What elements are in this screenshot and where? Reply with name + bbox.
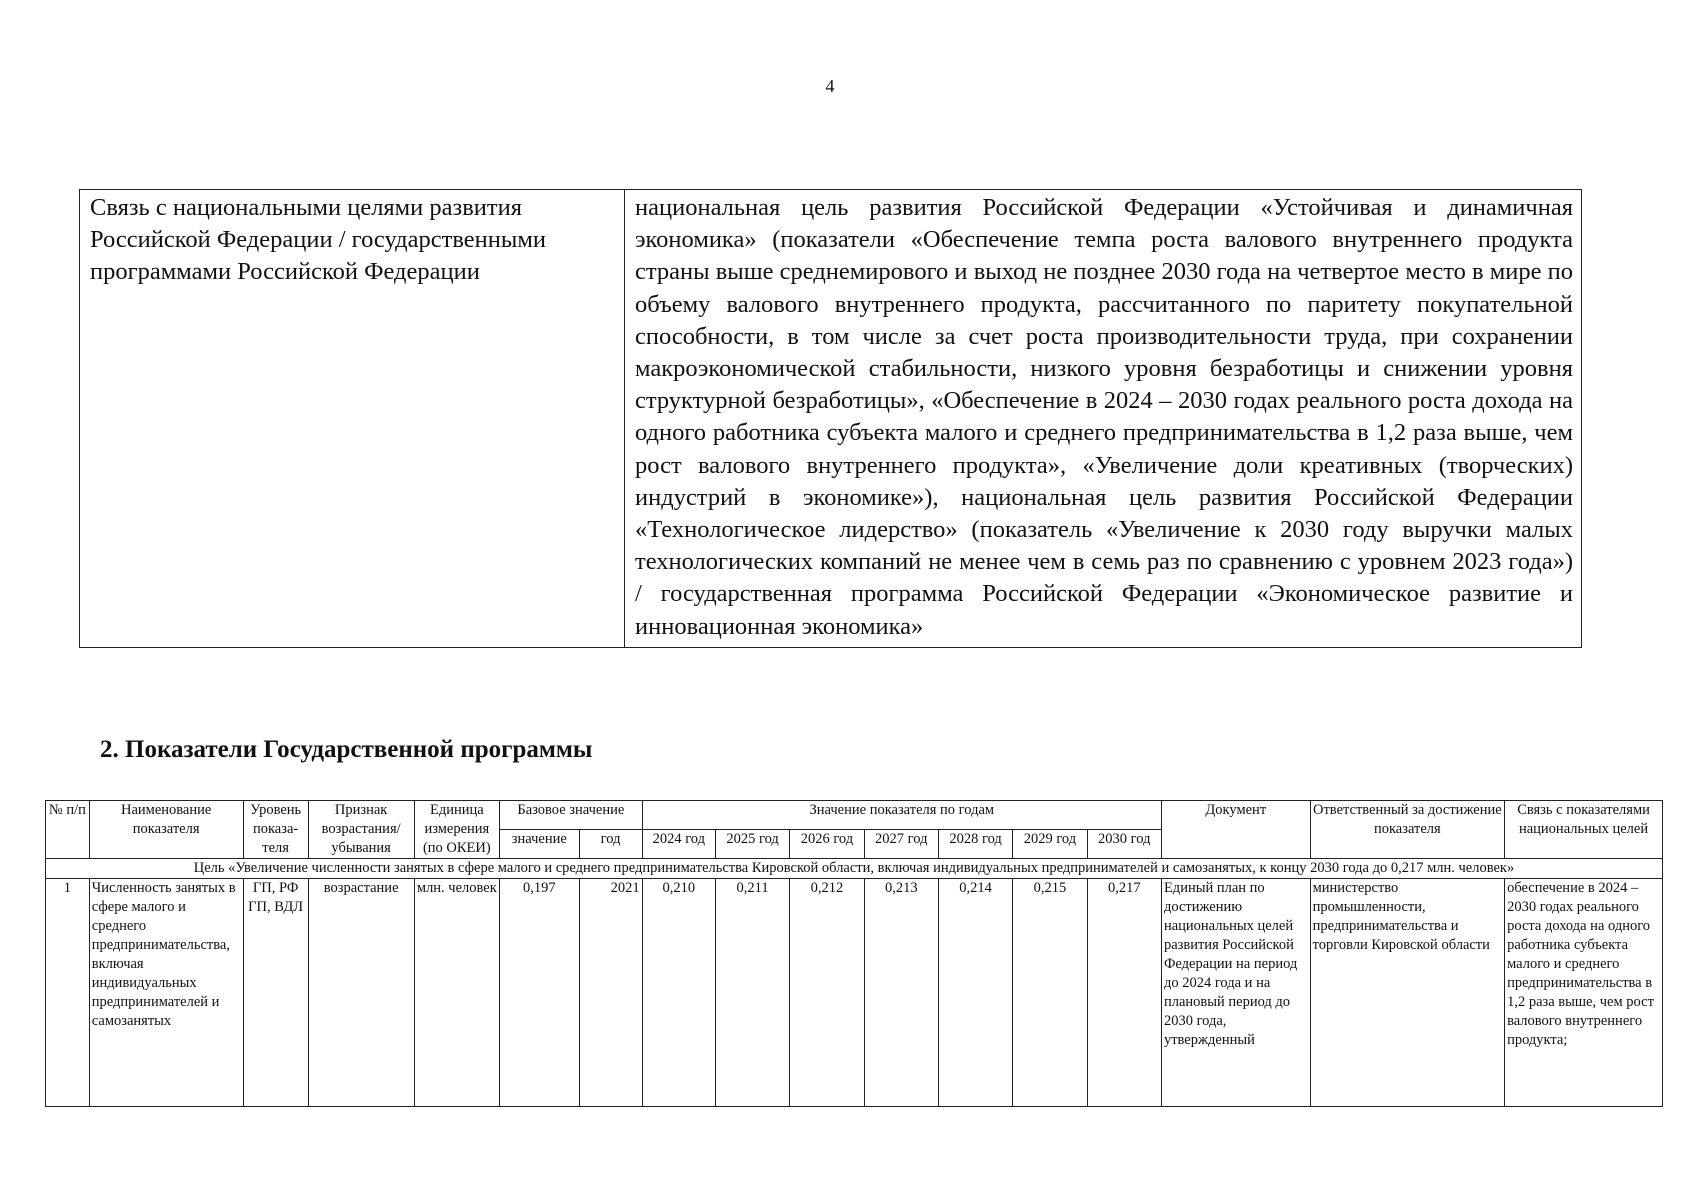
header-name: Наименование показателя [89, 801, 243, 859]
row-level: ГП, РФ ГП, ВДЛ [243, 879, 308, 1107]
row-value-2028: 0,214 [938, 879, 1012, 1107]
link-label-cell: Связь с национальными целями развития Российской Федерации / государственными программами Российской Федерации [80, 190, 625, 648]
section-title: 2. Показатели Государственной программы [100, 736, 593, 763]
header-years-group: Значение показателя по годам [642, 801, 1161, 830]
header-year-2028: 2028 год [938, 830, 1012, 859]
row-value-2027: 0,213 [864, 879, 938, 1107]
row-value-2030: 0,217 [1087, 879, 1161, 1107]
header-base: Базовое значение [500, 801, 643, 830]
page-number: 4 [825, 76, 835, 96]
header-year-2024: 2024 год [642, 830, 715, 859]
header-unit: Единица измерения (по ОКЕИ) [414, 801, 500, 859]
header-base-year: год [579, 830, 642, 859]
row-value-2026: 0,212 [790, 879, 864, 1107]
goal-row: Цель «Увеличение численности занятых в сфере малого и среднего предпринимательства Кировской области, включая индивидуальных предпринимателей и самозанятых, к концу 2030 года до 0,217 млн. человек» [46, 859, 1663, 879]
row-base-year: 2021 [579, 879, 642, 1107]
header-year-2025: 2025 год [715, 830, 789, 859]
row-document: Единый план по достижению национальных целей развития Российской Федерации на период до 2024 года и на плановый период до 2030 года, утвержденный [1161, 879, 1310, 1107]
header-year-2029: 2029 год [1013, 830, 1087, 859]
row-unit: млн. человек [414, 879, 500, 1107]
row-base-value: 0,197 [500, 879, 579, 1107]
header-base-value: значение [500, 830, 579, 859]
row-trend: возрастание [308, 879, 414, 1107]
table-row [46, 879, 1663, 1107]
header-link: Связь с показателями национальных целей [1505, 801, 1663, 859]
row-link: обеспечение в 2024 – 2030 годах реального роста дохода на одного работника субъекта малого и среднего предпринимательства в 1,2 раза выше, чем рост валового внутреннего продукта; [1505, 879, 1663, 1107]
national-goals-link-table [79, 189, 1582, 648]
header-document: Документ [1161, 801, 1310, 859]
header-year-2027: 2027 год [864, 830, 938, 859]
header-year-2026: 2026 год [790, 830, 864, 859]
header-num: № п/п [46, 801, 90, 859]
row-responsible: министерство промышленности, предпринимательства и торговли Кировской области [1310, 879, 1504, 1107]
row-value-2025: 0,211 [715, 879, 789, 1107]
row-num: 1 [46, 879, 90, 1107]
link-text-cell: национальная цель развития Российской Федерации «Устойчивая и динамичная экономика» (показатели «Обеспечение темпа роста валового внутреннего продукта страны выше среднемирового и выход не позднее 2030 года на четвертое место в мире по объему валового внутреннего продукта, рассчитанного по паритету покупательной способности, в том числе за счет роста производительности труда, при сохранении макроэкономической стабильности, низкого уровня безработицы и снижении уровня структурной безработицы», «Обеспечение в 2024 – 2030 годах реального роста дохода на одного работника субъекта малого и среднего предпринимательства в 1,2 раза выше, чем рост валового внутреннего продукта», «Увеличение доли креативных (творческих) индустрий в экономике»), национальная цель развития Российской Федерации «Технологическое лидерство» (показатель «Увеличение к 2030 году выручки малых технологических компаний не менее чем в семь раз по сравнению с уровнем 2023 года») / государственная программа Российской Федерации «Экономическое развитие и инновационная экономика» [625, 190, 1582, 648]
row-value-2024: 0,210 [642, 879, 715, 1107]
row-name: Численность занятых в сфере малого и среднего предпринимательства, включая индивидуальных предпринимателей и самозанятых [89, 879, 243, 1107]
header-responsible: Ответственный за достижение показателя [1310, 801, 1504, 859]
row-value-2029: 0,215 [1013, 879, 1087, 1107]
header-level: Уровень показа-теля [243, 801, 308, 859]
indicators-table [45, 800, 1663, 1107]
header-trend: Признак возрастания/ убывания [308, 801, 414, 859]
header-year-2030: 2030 год [1087, 830, 1161, 859]
